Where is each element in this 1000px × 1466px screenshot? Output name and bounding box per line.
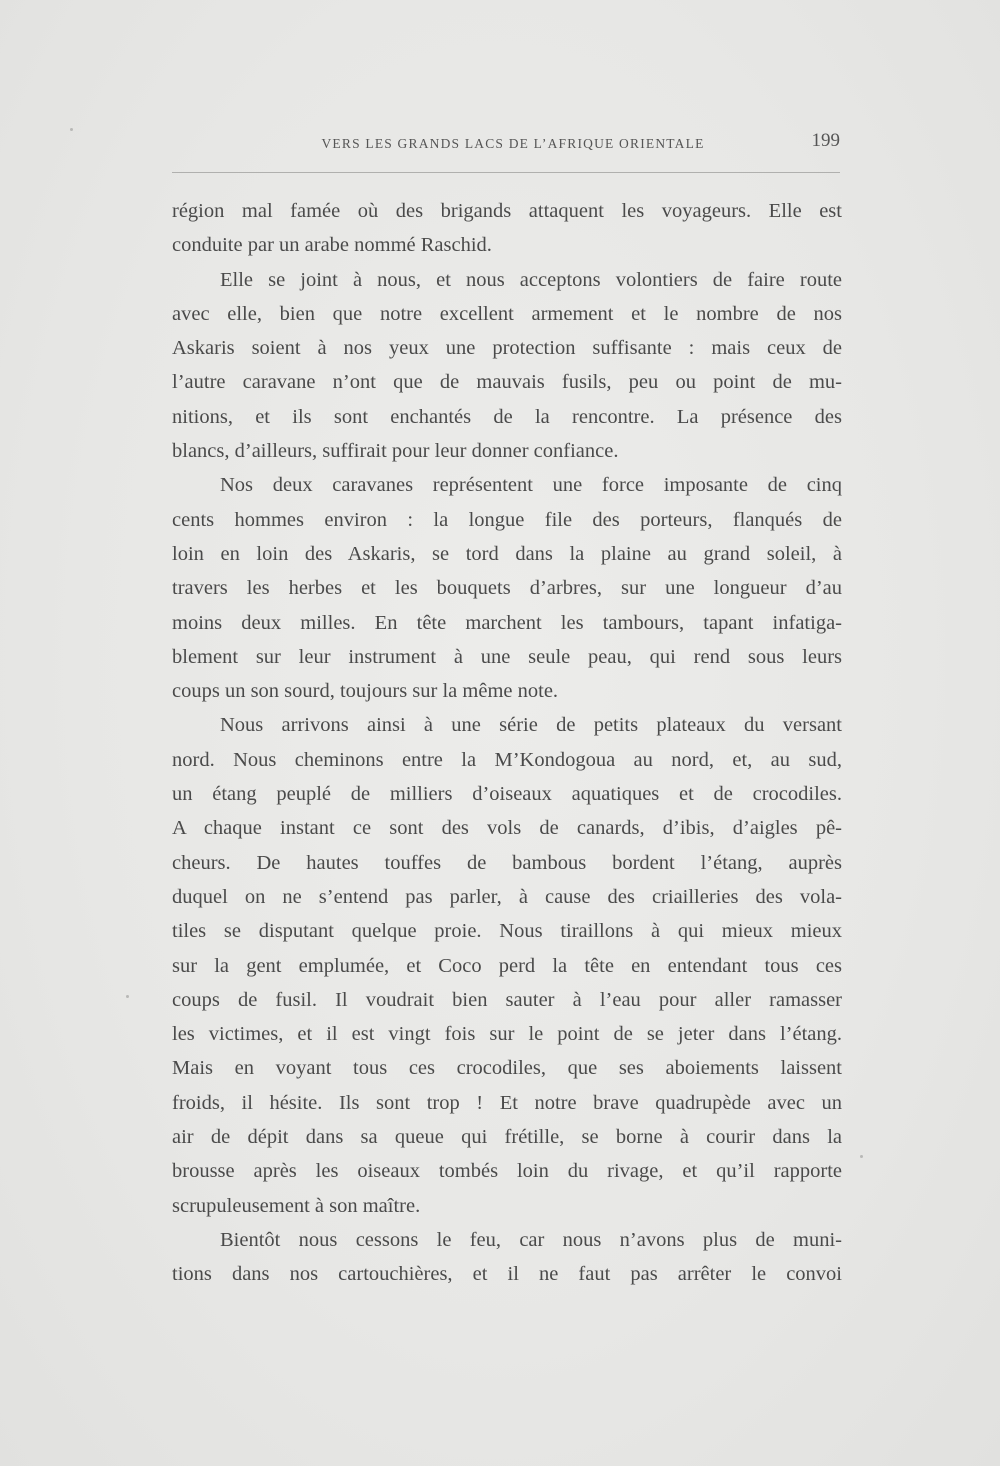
text-line: travers les herbes et les bouquets d’arbres, sur une longueur d’au [172,577,842,600]
text-line: blancs, d’ailleurs, suffirait pour leur donner confiance. [172,440,619,463]
text-line: scrupuleusement à son maître. [172,1194,421,1217]
text-line: région mal famée où des brigands attaquent les voyageurs. Elle est [172,200,842,222]
text-line: Bientôt nous cessons le feu, car nous n’avons plus de muni- [220,1228,842,1251]
text-line: duquel on ne s’entend pas parler, à cause des criailleries des vola- [172,885,842,908]
text-line: sur la gent emplumée, et Coco perd la tête en entendant tous ces [172,954,842,977]
running-title: VERS LES GRANDS LACS DE L’AFRIQUE ORIENTALE [321,136,705,151]
text-line: A chaque instant ce sont des vols de canards, d’ibis, d’aigles pê- [172,817,842,840]
text-line: cents hommes environ : la longue file des porteurs, flanqués de [172,508,842,531]
text-line: Mais en voyant tous ces crocodiles, que ses aboiements laissent [172,1057,842,1080]
running-head [172,128,842,164]
paper-speck [126,995,129,998]
text-line: coups de fusil. Il voudrait bien sauter à l’eau pour aller ramasser [172,988,842,1011]
text-line: air de dépit dans sa queue qui frétille, se borne à courir dans la [172,1126,842,1149]
text-line: l’autre caravane n’ont que de mauvais fusils, peu ou point de mu- [172,371,842,394]
text-line: brousse après les oiseaux tombés loin du rivage, et qu’il rapporte [172,1160,842,1183]
text-line: coups un son sourd, toujours sur la même note. [172,680,559,703]
text-line: nord. Nous cheminons entre la M’Kondogoua au nord, et, au sud, [172,748,842,771]
paper-speck [860,1155,863,1158]
text-line: blement sur leur instrument à une seule peau, qui rend sous leurs [172,645,842,668]
text-line: tions dans nos cartouchières, et il ne faut pas arrêter le convoi [172,1263,842,1286]
text-line: moins deux milles. En tête marchent les tambours, tapant infatiga- [172,611,842,634]
text-line: loin en loin des Askaris, se tord dans la plaine au grand soleil, à [172,542,842,565]
body-text [172,194,842,1292]
text-line: Nos deux caravanes représentent une force imposante de cinq [220,474,842,497]
text-line: conduite par un arabe nommé Raschid. [172,234,492,257]
text-line: Elle se joint à nous, et nous acceptons volontiers de faire route [220,268,842,291]
text-line: avec elle, bien que notre excellent armement et le nombre de nos [172,302,842,325]
text-line: nitions, et ils sont enchantés de la rencontre. La présence des [172,405,842,428]
text-line: Nous arrivons ainsi à une série de petits plateaux du versant [220,714,842,737]
text-line: tiles se disputant quelque proie. Nous tiraillons à qui mieux mieux [172,920,842,943]
text-line: froids, il hésite. Ils sont trop ! Et notre brave quadrupède avec un [172,1091,842,1114]
text-line: Askaris soient à nos yeux une protection suffisante : mais ceux de [172,337,842,360]
header-rule [172,172,840,173]
paper-speck [70,128,73,131]
text-line: un étang peuplé de milliers d’oiseaux aquatiques et de crocodiles. [172,783,842,806]
text-line: cheurs. De hautes touffes de bambous bordent l’étang, auprès [172,851,842,874]
page-number: 199 [811,130,840,151]
text-line: les victimes, et il est vingt fois sur le point de se jeter dans l’étang. [172,1023,842,1046]
